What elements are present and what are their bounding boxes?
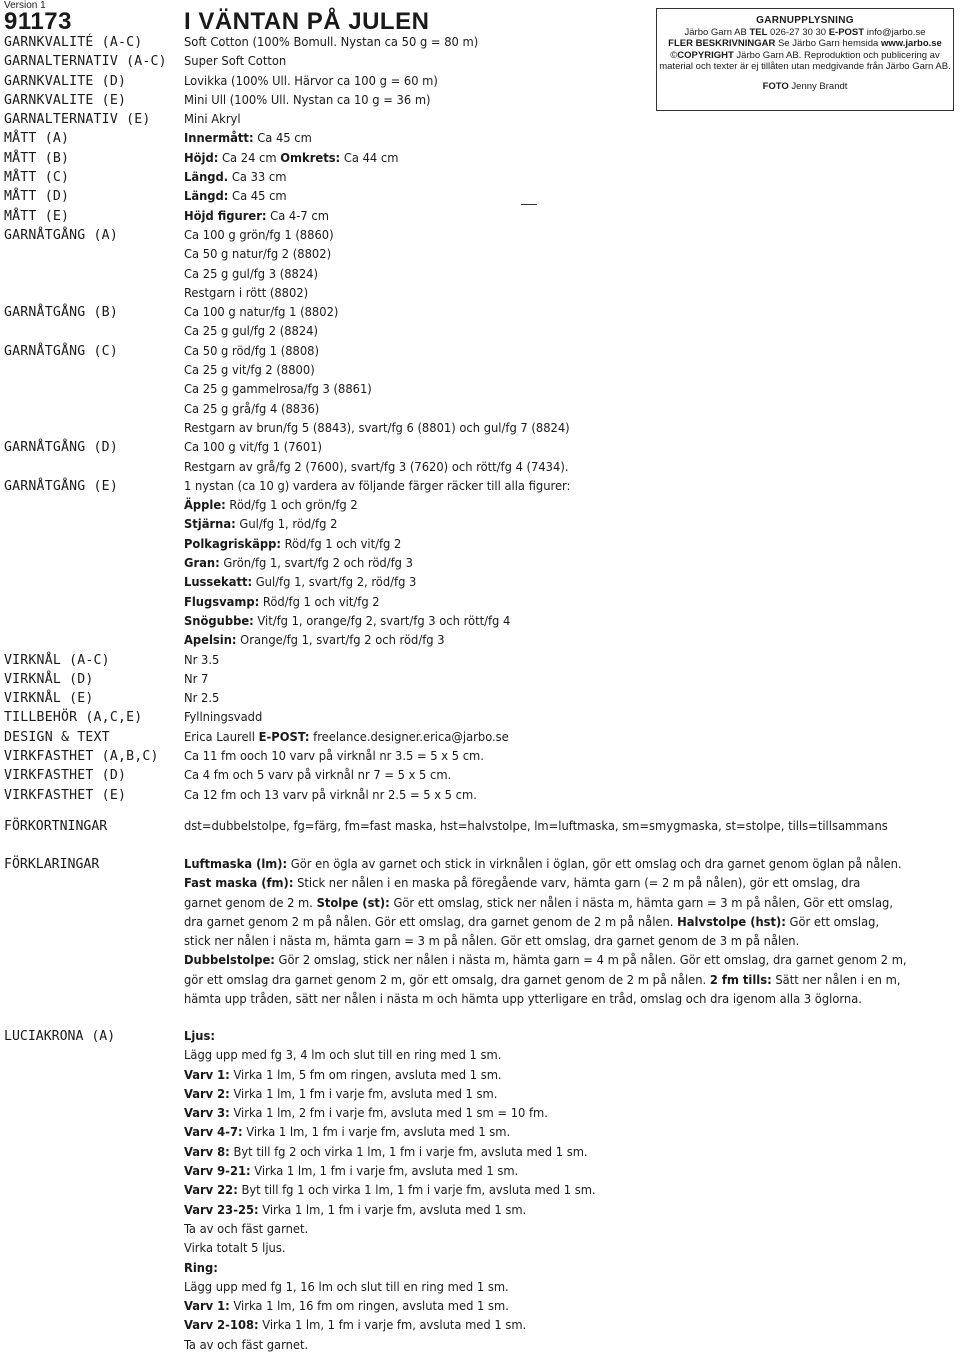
- tool-value: Nr 3.5: [184, 652, 220, 668]
- figure-name: Stjärna:: [184, 517, 236, 533]
- spec-value: Lovikka (100% Ull. Härvor ca 100 g = 60 m): [184, 73, 438, 89]
- yarn-amount-label: GARNÅTGÅNG (E): [4, 478, 118, 494]
- pattern-title: I VÄNTAN PÅ JULEN: [184, 8, 430, 35]
- yarn-line: Restgarn i rött (8802): [184, 285, 309, 301]
- measure-value: [184, 129, 664, 148]
- measure-text: Ca 45 cm: [228, 189, 287, 205]
- explanations-label: FÖRKLARINGAR: [4, 857, 100, 872]
- figure-colors: Röd/fg 1 och grön/fg 2: [225, 498, 358, 514]
- figure-line: [184, 593, 664, 612]
- round-label: Varv 22:: [184, 1183, 238, 1199]
- tool-label: TILLBEHÖR (A,C,E): [4, 710, 143, 726]
- measure-row: [4, 129, 664, 148]
- explanation-line: [184, 951, 958, 970]
- spec-value: Mini Akryl: [184, 112, 241, 128]
- instruction-text: Virka 1 lm, 1 fm i varje fm, avsluta med 1 sm.: [229, 1086, 498, 1102]
- explanation-line: [184, 855, 958, 874]
- instruction-line: [184, 1143, 958, 1162]
- measure-label: MÅTT (C): [4, 170, 70, 186]
- figure-line: [184, 612, 664, 631]
- definition: dra garnet genom 2 m på nålen. Gör ett omslag, dra garnet genom de 2 m på nålen.: [184, 914, 678, 930]
- info-email-label: E-POST: [828, 26, 865, 38]
- yarn-line: Ca 50 g natur/fg 2 (8802): [184, 247, 332, 263]
- instruction-text: Byt till fg 2 och virka 1 lm, 1 fm i varje fm, avsluta med 1 sm.: [229, 1144, 588, 1160]
- yarn-line: Restgarn av grå/fg 2 (7600), svart/fg 3 (7620) och rött/fg 4 (7434).: [184, 459, 569, 475]
- info-contact: [657, 27, 953, 39]
- designer-email[interactable]: freelance.designer.erica@jarbo.se: [309, 729, 509, 745]
- measure-key: Innermått:: [184, 131, 254, 147]
- instruction-line: [184, 1278, 958, 1297]
- definition: gör ett omslag dra garnet genom 2 m, gör ett omsalg, dra garnet genom de 2 m på nålen.: [184, 972, 710, 988]
- spec-row: [4, 72, 664, 91]
- gauge-row: [4, 766, 664, 785]
- yarn-amount-label: GARNÅTGÅNG (A): [4, 227, 118, 243]
- definition: Sätt ner nålen i en m,: [771, 972, 901, 988]
- info-photo: [657, 81, 953, 93]
- instruction-line: [184, 1162, 958, 1181]
- definition: Gör 2 omslag, stick ner nålen i nästa m, hämta garn = 4 m på nålen. Gör ett omslag, dra garnet genom 2 m,: [274, 953, 907, 969]
- figure-name: Apelsin:: [184, 633, 237, 649]
- term: Luftmaska (lm):: [184, 857, 288, 872]
- info-email[interactable]: info@jarbo.se: [864, 26, 926, 38]
- measure-value: [184, 187, 664, 206]
- round-label: Varv 2-108:: [184, 1318, 259, 1334]
- figure-colors: Röd/fg 1 och vit/fg 2: [280, 536, 402, 552]
- copyright-label: COPYRIGHT: [677, 49, 734, 61]
- figure-line: [184, 573, 664, 592]
- tool-label: VIRKNÅL (E): [4, 691, 94, 707]
- explanation-line: [184, 932, 958, 951]
- measure-key: Längd:: [184, 189, 229, 205]
- yarn-amount-row: [4, 342, 664, 438]
- spec-value: Mini Ull (100% Ull. Nystan ca 10 g = 36 m): [184, 92, 431, 108]
- explanations-text: [184, 855, 958, 1009]
- measure-value: [184, 149, 664, 168]
- round-label: Varv 23-25:: [184, 1202, 259, 1218]
- measure-text: Ca 44 cm: [340, 150, 399, 166]
- term: Stolpe (st):: [316, 895, 390, 911]
- yarn-amount-row: [4, 303, 664, 342]
- figure-line: [184, 496, 664, 515]
- figure-name: Flugsvamp:: [184, 594, 260, 610]
- definition: Stick ner nålen i en maska på föregående varv, hämta garn (= 2 m på nålen), gör ett omslag, dra: [293, 876, 861, 892]
- definition: Gör en ögla av garnet och stick in virknålen i öglan, gör ett omslag och dra garnet genom öglan på nålen.: [287, 857, 902, 872]
- gauge-value: Ca 4 fm och 5 varv på virknål nr 7 = 5 x 5 cm.: [184, 768, 452, 784]
- measure-text: Ca 33 cm: [228, 170, 287, 186]
- instruction-line: [184, 1181, 958, 1200]
- instruction-text: Ta av och fäst garnet.: [184, 1221, 309, 1237]
- measure-value: [184, 207, 664, 226]
- spec-value: Super Soft Cotton: [184, 54, 287, 70]
- definition: hämta upp tråden, sätt ner nålen i nästa m och hämta upp ytterligare en tråd, omslag och dra igenom alla 3 öglorna.: [184, 992, 862, 1008]
- spec-row: [4, 110, 664, 129]
- yarn-amount-value: [184, 226, 664, 303]
- pattern-header: [4, 8, 644, 34]
- figure-colors: Gul/fg 1, svart/fg 2, röd/fg 3: [252, 575, 417, 591]
- instruction-text: Virka 1 lm, 5 fm om ringen, avsluta med 1 sm.: [229, 1067, 502, 1083]
- figure-colors: Röd/fg 1 och vit/fg 2: [259, 594, 380, 610]
- measure-label: MÅTT (E): [4, 208, 70, 224]
- yarn-amount-row: [4, 438, 664, 477]
- yarn-amount-label: GARNÅTGÅNG (D): [4, 440, 118, 456]
- tool-row: [4, 689, 664, 708]
- yarn-line: Ca 25 g gammelrosa/fg 3 (8861): [184, 382, 372, 398]
- measure-row: [4, 149, 664, 168]
- yarn-amount-label: GARNÅTGÅNG (C): [4, 343, 118, 359]
- luciakrona-instructions: [184, 1027, 958, 1355]
- yarn-line: Ca 100 g vit/fg 1 (7601): [184, 440, 323, 456]
- measure-label: MÅTT (A): [4, 131, 70, 147]
- yarn-line: Ca 100 g natur/fg 1 (8802): [184, 305, 339, 321]
- term: Dubbelstolpe:: [184, 953, 275, 969]
- yarn-amount-value: [184, 303, 664, 342]
- yarn-amount-label: GARNÅTGÅNG (B): [4, 305, 118, 321]
- tool-label: VIRKNÅL (D): [4, 671, 94, 687]
- yarn-info-box: [656, 8, 954, 111]
- info-tel: 026-27 30 30: [767, 26, 829, 38]
- gauge-row: [4, 786, 664, 805]
- yarn-line: Ca 100 g grön/fg 1 (8860): [184, 227, 334, 243]
- measure-label: MÅTT (D): [4, 189, 70, 205]
- yarn-amount-value: [184, 342, 664, 438]
- figure-colors: Grön/fg 1, svart/fg 2 och röd/fg 3: [219, 556, 413, 572]
- instruction-heading: [184, 1027, 958, 1046]
- explanation-line: [184, 874, 958, 893]
- yarn-amount-value: [184, 477, 664, 651]
- figure-colors: Gul/fg 1, röd/fg 2: [235, 517, 338, 533]
- gauge-value: Ca 11 fm ooch 10 varv på virknål nr 3.5 = 5 x 5 cm.: [184, 748, 484, 764]
- round-label: Varv 3:: [184, 1106, 230, 1122]
- yarn-amount-value: [184, 438, 664, 477]
- round-label: Varv 2:: [184, 1086, 230, 1102]
- info-box-title: GARNUPPLYSNING: [756, 15, 854, 26]
- figure-line: [184, 631, 664, 650]
- term: Halvstolpe (hst):: [677, 914, 786, 930]
- explanation-line: [184, 990, 958, 1009]
- version-label: Version 1: [4, 0, 46, 11]
- copyright-symbol: ©: [670, 49, 678, 61]
- figure-line: [184, 515, 664, 534]
- abbreviations-line: dst=dubbelstolpe, fg=färg, fm=fast maska, hst=halvstolpe, lm=luftmaska, sm=smygmaska, st=stolpe, tills=tillsammans: [184, 819, 888, 834]
- explanation-line: [184, 913, 958, 932]
- figure-line: [184, 535, 664, 554]
- measure-row: [4, 187, 664, 206]
- instruction-line: [184, 1085, 958, 1104]
- spec-row: [4, 52, 664, 71]
- info-company: Järbo Garn AB: [684, 26, 750, 38]
- explanation-line: [184, 971, 958, 990]
- luciakrona-label: LUCIAKRONA (A): [4, 1029, 116, 1044]
- info-tel-label: TEL: [749, 26, 768, 38]
- instruction-text: Virka 1 lm, 1 fm i varje fm, avsluta med 1 sm.: [258, 1318, 527, 1334]
- definition: garnet genom de 2 m.: [184, 895, 317, 911]
- spec-label: GARNKVALITÉ (A-C): [4, 35, 143, 50]
- round-label: Varv 4-7:: [184, 1125, 243, 1141]
- instruction-text: Virka 1 lm, 1 fm i varje fm, avsluta med 1 sm.: [258, 1202, 527, 1218]
- info-more: [657, 38, 953, 50]
- info-website-link[interactable]: www.jarbo.se: [880, 38, 942, 49]
- copyright-text: Järbo Garn AB. Reproduktion och publicering av: [733, 49, 940, 61]
- measure-text: Ca 45 cm: [253, 131, 312, 147]
- measure-key: Höjd:: [184, 150, 219, 166]
- gauge-label: VIRKFASTHET (E): [4, 787, 127, 803]
- designer-email-label: E-POST:: [258, 729, 310, 745]
- info-copyright-2: material och texter är ej tillåten utan medgivande från Järbo Garn AB.: [659, 61, 951, 72]
- instruction-line: [184, 1336, 958, 1355]
- explanation-line: [184, 894, 958, 913]
- spec-row: [4, 33, 664, 52]
- gauge-label: VIRKFASTHET (A,B,C): [4, 748, 159, 764]
- yarn-amount-row: [4, 226, 664, 303]
- tool-value: Fyllningsvadd: [184, 710, 263, 726]
- gauge-label: VIRKFASTHET (D): [4, 768, 127, 784]
- abbreviations-label: FÖRKORTNINGAR: [4, 819, 108, 834]
- spec-list: [4, 33, 664, 805]
- info-more-text: Se Järbo Garn hemsida: [775, 38, 881, 49]
- tool-value: Nr 2.5: [184, 691, 220, 707]
- measure-key: Omkrets:: [280, 150, 341, 166]
- definition: Gör ett omslag,: [785, 914, 880, 930]
- yarn-line: Ca 25 g gul/fg 3 (8824): [184, 266, 318, 282]
- round-label: Varv 9-21:: [184, 1164, 251, 1180]
- spec-row: [4, 91, 664, 110]
- round-label: Varv 1:: [184, 1067, 230, 1083]
- divider-mark: [521, 204, 537, 205]
- designer-name: Erica Laurell: [184, 729, 259, 745]
- instruction-line: [184, 1066, 958, 1085]
- yarn-amount-row: [4, 477, 664, 651]
- yarn-line: Restgarn av brun/fg 5 (8843), svart/fg 6 (8801) och gul/fg 7 (8824): [184, 420, 570, 436]
- yarn-line: Ca 25 g grå/fg 4 (8836): [184, 401, 320, 417]
- tool-row: [4, 651, 664, 670]
- figure-name: Gran:: [184, 556, 220, 572]
- figure-name: Polkagriskäpp:: [184, 536, 281, 552]
- yarn-line: Ca 25 g vit/fg 2 (8800): [184, 363, 315, 379]
- spec-label: GARNALTERNATIV (E): [4, 112, 151, 128]
- tool-value: Nr 7: [184, 671, 209, 687]
- instruction-line: [184, 1297, 958, 1316]
- instruction-text: Ta av och fäst garnet.: [184, 1337, 309, 1353]
- instruction-line: [184, 1220, 958, 1239]
- instruction-line: [184, 1201, 958, 1220]
- photo-label: FOTO: [762, 80, 789, 92]
- instruction-text: Virka 1 lm, 16 fm om ringen, avsluta med 1 sm.: [229, 1299, 509, 1315]
- yarn-line: Ca 50 g röd/fg 1 (8808): [184, 343, 319, 359]
- measure-row: [4, 207, 664, 226]
- round-label: Varv 1:: [184, 1299, 230, 1315]
- abbreviations-text: [184, 817, 958, 836]
- instruction-line: [184, 1316, 958, 1335]
- spec-value: Soft Cotton (100% Bomull. Nystan ca 50 g = 80 m): [184, 35, 479, 50]
- measure-text: Ca 24 cm: [218, 150, 281, 166]
- measure-value: [184, 168, 664, 187]
- design-value: [184, 728, 664, 747]
- yarn-line: Ca 25 g gul/fg 2 (8824): [184, 324, 318, 340]
- spec-label: GARNKVALITE (E): [4, 92, 127, 108]
- yarn-line: 1 nystan (ca 10 g) vardera av följande färger räcker till alla figurer:: [184, 478, 571, 494]
- info-more-label: FLER BESKRIVNINGAR: [668, 38, 776, 49]
- design-row: [4, 728, 664, 747]
- measure-key: Längd.: [184, 170, 229, 186]
- instruction-text: Lägg upp med fg 3, 4 lm och slut till en ring med 1 sm.: [184, 1048, 502, 1064]
- figure-line: [184, 554, 664, 573]
- definition: stick ner nålen i nästa m, hämta garn = 3 m på nålen. Gör ett omslag, dra garnet genom de 3 m på nålen.: [184, 934, 800, 950]
- design-label: DESIGN & TEXT: [4, 729, 110, 745]
- definition: Gör ett omslag, stick ner nålen i nästa m, hämta garn = 3 m på nålen, Gör ett omslag,: [389, 895, 893, 911]
- instruction-text: Lägg upp med fg 1, 16 lm och slut till en ring med 1 sm.: [184, 1279, 509, 1295]
- figure-name: Snögubbe:: [184, 613, 254, 629]
- term: 2 fm tills:: [709, 972, 772, 988]
- instruction-text: Virka 1 lm, 1 fm i varje fm, avsluta med 1 sm.: [250, 1164, 519, 1180]
- heading-text: Ljus:: [184, 1029, 215, 1044]
- tool-label: VIRKNÅL (A-C): [4, 652, 110, 668]
- gauge-row: [4, 747, 664, 766]
- instruction-line: [184, 1046, 958, 1065]
- info-copyright: [657, 50, 953, 62]
- figure-name: Lussekatt:: [184, 575, 253, 591]
- heading-text: Ring:: [184, 1260, 218, 1276]
- figure-name: Äpple:: [184, 498, 226, 514]
- tool-row: [4, 670, 664, 689]
- pattern-number: 91173: [4, 8, 72, 35]
- term: Fast maska (fm):: [184, 876, 294, 892]
- instruction-line: [184, 1123, 958, 1142]
- instruction-line: [184, 1239, 958, 1258]
- gauge-value: Ca 12 fm och 13 varv på virknål nr 2.5 = 5 x 5 cm.: [184, 787, 477, 803]
- spec-label: GARNALTERNATIV (A-C): [4, 54, 167, 70]
- tool-row: [4, 708, 664, 727]
- measure-label: MÅTT (B): [4, 150, 70, 166]
- figure-colors: Vit/fg 1, orange/fg 2, svart/fg 3 och rött/fg 4: [253, 613, 511, 629]
- photo-credit: Jenny Brandt: [788, 80, 848, 92]
- instruction-heading: [184, 1259, 958, 1278]
- round-label: Varv 8:: [184, 1144, 230, 1160]
- instruction-line: [184, 1104, 958, 1123]
- instruction-text: Virka 1 lm, 1 fm i varje fm, avsluta med 1 sm.: [242, 1125, 511, 1141]
- instruction-text: Virka totalt 5 ljus.: [184, 1241, 286, 1257]
- spec-label: GARNKVALITE (D): [4, 73, 127, 89]
- measure-row: [4, 168, 664, 187]
- instruction-text: Virka 1 lm, 2 fm i varje fm, avsluta med 1 sm = 10 fm.: [229, 1106, 548, 1122]
- instruction-text: Byt till fg 1 och virka 1 lm, 1 fm i varje fm, avsluta med 1 sm.: [237, 1183, 596, 1199]
- measure-key: Höjd figurer:: [184, 208, 267, 224]
- figure-colors: Orange/fg 1, svart/fg 2 och röd/fg 3: [236, 633, 445, 649]
- measure-text: Ca 4-7 cm: [266, 208, 329, 224]
